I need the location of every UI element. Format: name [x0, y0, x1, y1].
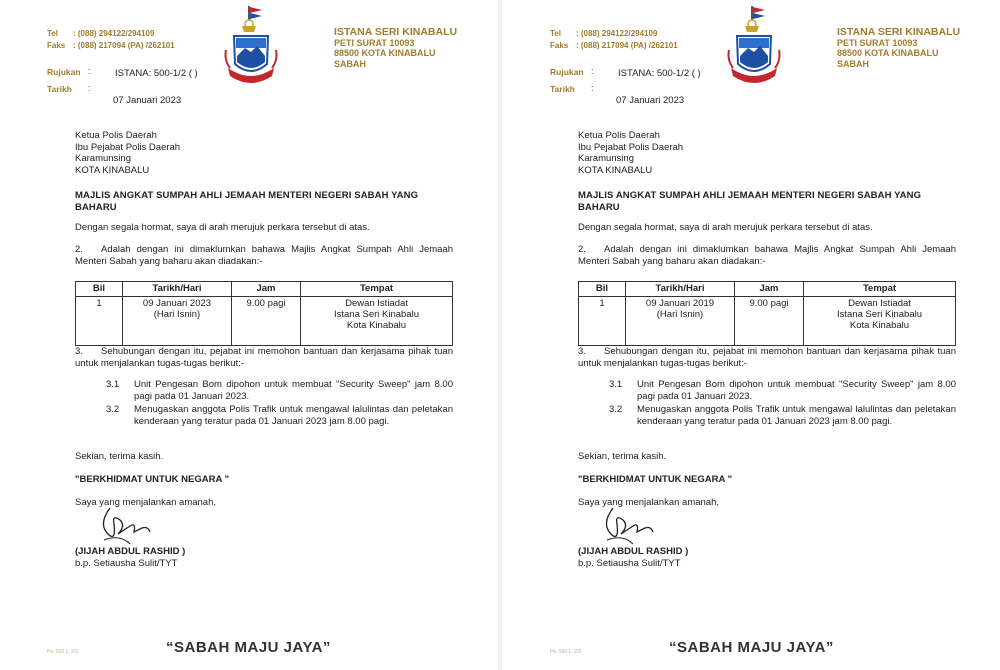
faks-label: Faks — [550, 41, 569, 50]
table-header-row — [76, 282, 453, 297]
table-header: Tempat — [301, 282, 453, 297]
subject-heading — [578, 190, 956, 213]
signatory-position: b.p. Setiausha Sulit/TYT — [75, 558, 178, 569]
amanah-text: Saya yang menjalankan amanah, — [578, 497, 720, 508]
task-text: Menugaskan anggota Polis Trafik untuk mengawal lalulintas dan peletakan kenderaan yang teratur pada 01 Januari 2023 jam 8.00 pagi. — [134, 404, 453, 427]
task-item — [106, 404, 453, 427]
amanah-text: Saya yang menjalankan amanah, — [75, 497, 217, 508]
tempat-cell — [301, 297, 453, 346]
paragraph-text: Sehubungan dengan itu, pejabat ini memohon bantuan dan kerjasama pihak tuan untuk menjalankan tugas-tugas berikut:- — [578, 346, 956, 369]
rujukan-label: Rujukan — [550, 67, 584, 77]
rujukan-value: ISTANA: 500-1/2 ( ) — [115, 68, 198, 79]
venue-line: Dewan Istiadat — [848, 298, 911, 309]
venue-line: Istana Seri Kinabalu — [333, 309, 420, 320]
table-header: Jam — [735, 282, 804, 297]
table-header: Tarikh/Hari — [626, 282, 735, 297]
subject-line: MAJLIS ANGKAT SUMPAH AHLI JEMAAH MENTERI NEGERI SABAH YANG — [75, 190, 419, 201]
paragraph-2 — [578, 244, 956, 267]
service-motto: "BERKHIDMAT UNTUK NEGARA " — [578, 474, 733, 485]
rujukan-colon: : — [591, 66, 594, 76]
rujukan-label: Rujukan — [47, 67, 81, 77]
bil-cell: 1 — [76, 297, 123, 346]
task-item — [106, 379, 453, 402]
subject-heading — [75, 190, 453, 213]
address-title: ISTANA SERI KINABALU — [837, 26, 961, 38]
page-divider — [498, 0, 502, 670]
address-line: SABAH — [334, 58, 367, 69]
table-header: Jam — [232, 282, 301, 297]
table-header: Bil — [579, 282, 626, 297]
table-row — [76, 297, 453, 346]
task-text: Unit Pengesan Bom dipohon untuk membuat "Security Sweep" jam 8.00 pagi pada 01 Januari 2023. — [134, 379, 453, 402]
rujukan-colon: : — [88, 66, 91, 76]
signatory-position: b.p. Setiausha Sulit/TYT — [578, 558, 681, 569]
task-number: 3.2 — [609, 404, 623, 415]
address-title: ISTANA SERI KINABALU — [334, 26, 458, 38]
task-text: Menugaskan anggota Polis Trafik untuk mengawal lalulintas dan peletakan kenderaan yang teratur pada 01 Januari 2023 jam 8.00 pagi. — [637, 404, 956, 427]
recipient-line: Karamunsing — [75, 153, 131, 164]
task-number: 3.1 — [609, 379, 623, 390]
address-block — [334, 27, 457, 69]
form-code: Pe. 500 L. 2/2 — [550, 649, 582, 655]
tempat-cell — [804, 297, 956, 346]
tarikh-label: Tarikh — [47, 84, 72, 94]
sabah-crest-logo — [220, 4, 282, 90]
paragraph-number: 2. — [75, 244, 83, 255]
paragraph-3 — [75, 346, 453, 369]
letter-original — [0, 0, 497, 670]
paragraph-2 — [75, 244, 453, 267]
table-row — [579, 297, 956, 346]
signatory-name: (JIJAH ABDUL RASHID ) — [75, 546, 186, 557]
recipient-block — [578, 130, 956, 176]
contact-block — [550, 28, 678, 52]
event-date: 09 Januari 2023 — [142, 298, 212, 309]
address-line: PETI SURAT 10093 — [334, 37, 415, 48]
event-date: 09 Januari 2019 — [645, 298, 715, 309]
letter-comparison — [503, 0, 1000, 670]
paragraph-1: Dengan segala hormat, saya di arah merujuk perkara tersebut di atas. — [578, 222, 873, 233]
task-number: 3.1 — [106, 379, 120, 390]
venue-line: Kota Kinabalu — [346, 320, 407, 331]
recipient-line: Ibu Pejabat Polis Daerah — [578, 141, 684, 153]
subject-line: BAHARU — [75, 201, 117, 213]
rujukan-value: ISTANA: 500-1/2 ( ) — [618, 68, 701, 79]
jam-cell: 9.00 pagi — [232, 297, 301, 346]
closing-text: Sekian, terima kasih. — [75, 451, 164, 462]
closing-text: Sekian, terima kasih. — [578, 451, 667, 462]
faks-label: Faks — [47, 41, 66, 50]
event-day: (Hari Isnin) — [153, 309, 201, 320]
venue-line: Dewan Istiadat — [345, 298, 408, 309]
address-line: 88500 KOTA KINABALU — [837, 48, 939, 58]
subject-line: MAJLIS ANGKAT SUMPAH AHLI JEMAAH MENTERI NEGERI SABAH YANG — [578, 190, 922, 201]
schedule-table — [75, 281, 453, 346]
table-header-row — [579, 282, 956, 297]
faks-value: : (088) 217094 (PA) /262101 — [576, 41, 678, 50]
table-header: Bil — [76, 282, 123, 297]
footer-motto: “SABAH MAJU JAYA” — [669, 639, 834, 656]
recipient-line: Ibu Pejabat Polis Daerah — [75, 141, 181, 153]
task-item — [609, 404, 956, 427]
tarikh-colon: : — [591, 83, 594, 93]
signatory-name: (JIJAH ABDUL RASHID ) — [578, 546, 689, 557]
letter-date: 07 Januari 2023 — [113, 95, 182, 106]
tarikh-colon: : — [88, 83, 91, 93]
subject-line: BAHARU — [578, 201, 620, 213]
letter-date: 07 Januari 2023 — [616, 95, 685, 106]
recipient-line: Karamunsing — [578, 153, 634, 164]
recipient-line: Ketua Polis Daerah — [75, 130, 157, 141]
tarikh-cell — [123, 297, 232, 346]
address-line: SABAH — [837, 58, 870, 69]
paragraph-number: 3. — [75, 346, 83, 357]
paragraph-text: Sehubungan dengan itu, pejabat ini memohon bantuan dan kerjasama pihak tuan untuk menjalankan tugas-tugas berikut:- — [75, 346, 453, 369]
event-day: (Hari Isnin) — [656, 309, 704, 320]
address-line: 88500 KOTA KINABALU — [334, 48, 436, 58]
recipient-line: Ketua Polis Daerah — [578, 130, 660, 141]
table-header: Tarikh/Hari — [123, 282, 232, 297]
address-block — [837, 27, 960, 69]
jam-cell: 9.00 pagi — [735, 297, 804, 346]
tel-label: Tel — [550, 29, 561, 38]
recipient-city: KOTA KINABALU — [578, 164, 653, 176]
service-motto: "BERKHIDMAT UNTUK NEGARA " — [75, 474, 230, 485]
paragraph-text: Adalah dengan ini dimaklumkan bahawa Majlis Angkat Sumpah Ahli Jemaah Menteri Sabah yang baharu akan diadakan:- — [578, 244, 956, 267]
table-header: Tempat — [804, 282, 956, 297]
recipient-block — [75, 130, 453, 176]
handwritten-signature — [593, 504, 663, 550]
bil-cell: 1 — [579, 297, 626, 346]
recipient-city: KOTA KINABALU — [75, 164, 150, 176]
paragraph-number: 2. — [578, 244, 586, 255]
footer-motto: “SABAH MAJU JAYA” — [166, 639, 331, 656]
form-code: Pe. 500 L. 2/2 — [47, 649, 79, 655]
tarikh-label: Tarikh — [550, 84, 575, 94]
venue-line: Istana Seri Kinabalu — [836, 309, 923, 320]
schedule-table — [578, 281, 956, 346]
handwritten-signature — [90, 504, 160, 550]
paragraph-number: 3. — [578, 346, 586, 357]
address-line: PETI SURAT 10093 — [837, 37, 918, 48]
task-text: Unit Pengesan Bom dipohon untuk membuat "Security Sweep" jam 8.00 pagi pada 01 Januari 2023. — [637, 379, 956, 402]
paragraph-1: Dengan segala hormat, saya di arah merujuk perkara tersebut di atas. — [75, 222, 370, 233]
tarikh-cell — [626, 297, 735, 346]
paragraph-text: Adalah dengan ini dimaklumkan bahawa Majlis Angkat Sumpah Ahli Jemaah Menteri Sabah yang baharu akan diadakan:- — [75, 244, 453, 267]
task-item — [609, 379, 956, 402]
tel-value: : (088) 294122/294109 — [576, 29, 658, 38]
contact-block — [47, 28, 175, 52]
tel-label: Tel — [47, 29, 58, 38]
tel-value: : (088) 294122/294109 — [73, 29, 155, 38]
task-number: 3.2 — [106, 404, 120, 415]
venue-line: Kota Kinabalu — [849, 320, 910, 331]
sabah-crest-logo — [723, 4, 785, 90]
paragraph-3 — [578, 346, 956, 369]
faks-value: : (088) 217094 (PA) /262101 — [73, 41, 175, 50]
